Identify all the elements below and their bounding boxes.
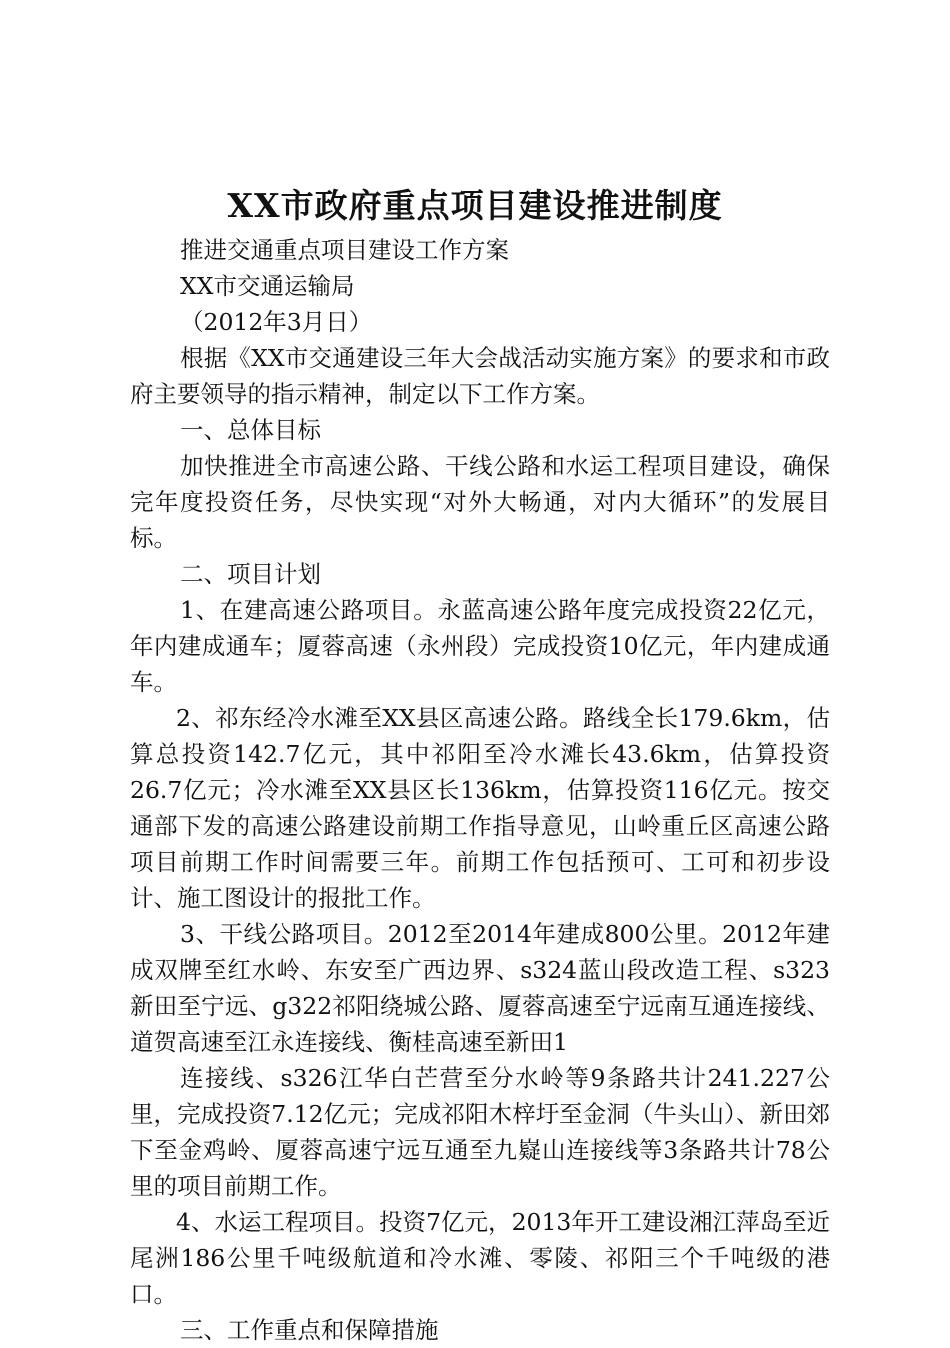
plan-title: 推进交通重点项目建设工作方案 xyxy=(180,236,509,264)
document-body xyxy=(130,232,830,1348)
project-item-4: 4、水运工程项目。投资7亿元，2013年开工建设湘江萍岛至近尾洲186公里千吨级航道和冷水滩、零陵、祁阳三个千吨级的港口。 xyxy=(130,1208,830,1308)
project-item-3: 3、干线公路项目。2012至2014年建成800公里。2012年建成双牌至红水岭、东安至广西边界、s324蓝山段改造工程、s323新田至宁远、g322祁阳绕城公路、厦蓉高速至宁远南互通连接线、道贺高速至江永连接线、衡桂高速至新田1 xyxy=(130,920,830,1056)
project-item-3-continued: 连接线、s326江华白芒营至分水岭等9条路共计241.227公里，完成投资7.12亿元；完成祁阳木梓圩至金洞（牛头山）、新田郊下至金鸡岭、厦蓉高速宁远互通至九嶷山连接线等3条路共计78公里的项目前期工作。 xyxy=(130,1064,830,1200)
issuing-bureau: XX市交通运输局 xyxy=(180,272,355,300)
project-item-1: 1、在建高速公路项目。永蓝高速公路年度完成投资22亿元，年内建成通车；厦蓉高速（永州段）完成投资10亿元，年内建成通车。 xyxy=(130,596,830,696)
section-heading-3: 三、工作重点和保障措施 xyxy=(180,1316,439,1344)
goal-paragraph: 加快推进全市高速公路、干线公路和水运工程项目建设，确保完年度投资任务，尽快实现“对外大畅通，对内大循环”的发展目标。 xyxy=(130,452,830,552)
section-heading-1: 一、总体目标 xyxy=(180,416,321,444)
section-heading-2: 二、项目计划 xyxy=(180,560,321,588)
project-item-2: 2、祁东经冷水滩至XX县区高速公路。路线全长179.6km，估算总投资142.7亿元，其中祁阳至冷水滩长43.6km，估算投资26.7亿元；冷水滩至XX县区长136km，估算投资116亿元。按交通部下发的高速公路建设前期工作指导意见，山岭重丘区高速公路项目前期工作时间需要三年。前期工作包括预可、工可和初步设计、施工图设计的报批工作。 xyxy=(130,704,830,912)
issue-date: （2012年3月日） xyxy=(180,308,373,336)
intro-paragraph: 根据《XX市交通建设三年大会战活动实施方案》的要求和市政府主要领导的指示精神，制定以下工作方案。 xyxy=(130,344,830,408)
document-title: XX市政府重点项目建设推进制度 xyxy=(227,186,723,225)
